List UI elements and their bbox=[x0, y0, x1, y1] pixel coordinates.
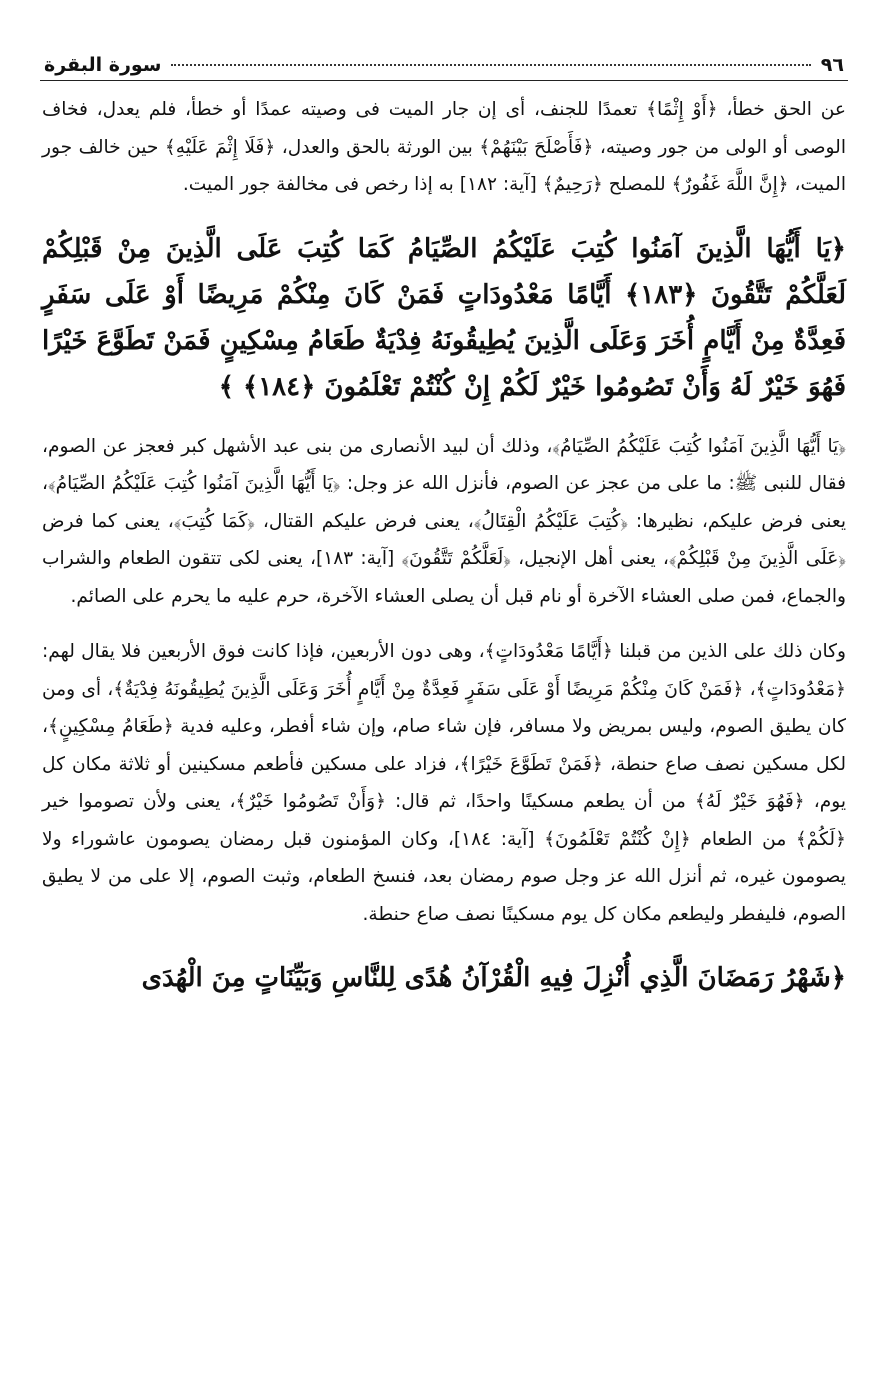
page-header bbox=[40, 48, 848, 81]
commentary-paragraph-1: عن الحق خطأ، ﴿أَوْ إِثْمًا﴾ تعمدًا للجنف، أى إن جار الميت فى وصيته عمدًا أو خطأ، فلم يعدل، فخاف الوصى أو الولى من جور وصيته، ﴿فَأَصْلَحَ بَيْنَهُمْ﴾ بين الورثة بالحق والعدل، ﴿فَلَا إِثْمَ عَلَيْهِ﴾ حين خالف جور الميت، ﴿إِنَّ اللَّهَ غَفُورٌ﴾ للمصلح ﴿رَحِيمٌ﴾ [آية: ١٨٢] به إذا رخص فى مخالفة جور الميت. bbox=[42, 99, 846, 195]
surah-title: سورة البقرة bbox=[44, 54, 162, 76]
commentary-paragraph-3: وكان ذلك على الذين من قبلنا ﴿أَيَّامًا مَعْدُودَاتٍ﴾، وهى دون الأربعين، فإذا كانت فوق الأربعين فلا يقال لهم: ﴿مَعْدُودَاتٍ﴾، ﴿فَمَنْ كَانَ مِنْكُمْ مَرِيضًا أَوْ عَلَى سَفَرٍ فَعِدَّةٌ مِنْ أَيَّامٍ أُخَرَ وَعَلَى الَّذِينَ يُطِيقُونَهُ فِدْيَةٌ﴾، أى ومن كان يطيق الصوم، وليس بمريض ولا مسافر، فإن شاء صام، وإن شاء أفطر، وعليه فدية ﴿طَعَامُ مِسْكِينٍ﴾، لكل مسكين نصف صاع حنطة، ﴿فَمَنْ تَطَوَّعَ خَيْرًا﴾، فزاد على مسكين فأطعم مسكينين أو ثلاثة مكان كل يوم، ﴿فَهُوَ خَيْرٌ لَهُ﴾ من أن يطعم مسكينًا واحدًا، ثم قال: ﴿وَأَنْ تَصُومُوا خَيْرٌ﴾، يعنى ولأن تصوموا خير ﴿لَكُمْ﴾ من الطعام ﴿إِنْ كُنْتُمْ تَعْلَمُونَ﴾ [آية: ١٨٤]، وكان المؤمنون قبل رمضان يصومون عاشوراء ولا يصومون غيره، ثم أنزل الله عز وجل صوم رمضان بعد، فنسخ الطعام، وثبت الصوم، إلا على من لا يطيق الصوم، فليفطر وليطعم مكان كل يوم مسكينًا نصف صاع حنطة. bbox=[42, 641, 846, 925]
commentary-paragraph-2: ﴿يَا أَيُّهَا الَّذِينَ آمَنُوا كُتِبَ عَلَيْكُمُ الصِّيَامُ﴾، وذلك أن لبيد الأنصارى من بنى عبد الأشهل كبر فعجز عن الصوم، فقال للنبى ﷺ: ما على من عجز عن الصوم، فأنزل الله عز وجل: ﴿يَا أَيُّهَا الَّذِينَ آمَنُوا كُتِبَ عَلَيْكُمُ الصِّيَامُ﴾، يعنى فرض عليكم، نظيرها: ﴿كُتِبَ عَلَيْكُمُ الْقِتَالُ﴾، يعنى فرض عليكم القتال، ﴿كَمَا كُتِبَ﴾، يعنى كما فرض ﴿عَلَى الَّذِينَ مِنْ قَبْلِكُمْ﴾، يعنى أهل الإنجيل، ﴿لَعَلَّكُمْ تَتَّقُونَ﴾ [آية: ١٨٣]، يعنى لكى تتقون الطعام والشراب والجماع، فمن صلى العشاء الآخرة أو نام قبل أن يصلى العشاء الآخرة، حرم عليه ما يحرم على الصائم. bbox=[42, 435, 846, 607]
header-dots bbox=[171, 64, 810, 66]
quran-verse-185: ﴿شَهْرُ رَمَضَانَ الَّذِي أُنْزِلَ فِيهِ الْقُرْآنُ هُدًى لِلنَّاسِ وَبَيِّنَاتٍ مِنَ الْهُدَى bbox=[141, 963, 846, 993]
quran-verse-183-184: ﴿يَا أَيُّهَا الَّذِينَ آمَنُوا كُتِبَ عَلَيْكُمُ الصِّيَامُ كَمَا كُتِبَ عَلَى الَّذِينَ مِنْ قَبْلِكُمْ لَعَلَّكُمْ تَتَّقُونَ ﴿١٨٣﴾ أَيَّامًا مَعْدُودَاتٍ فَمَنْ كَانَ مِنْكُمْ مَرِيضًا أَوْ عَلَى سَفَرٍ فَعِدَّةٌ مِنْ أَيَّامٍ أُخَرَ وَعَلَى الَّذِينَ يُطِيقُونَهُ فِدْيَةٌ طَعَامُ مِسْكِينٍ فَمَنْ تَطَوَّعَ خَيْرًا فَهُوَ خَيْرٌ لَهُ وَأَنْ تَصُومُوا خَيْرٌ لَكُمْ إِنْ كُنْتُمْ تَعْلَمُونَ ﴿١٨٤﴾ ﴾ bbox=[42, 233, 846, 402]
book-page bbox=[40, 48, 848, 1001]
page-number: ٩٦ bbox=[820, 54, 844, 76]
